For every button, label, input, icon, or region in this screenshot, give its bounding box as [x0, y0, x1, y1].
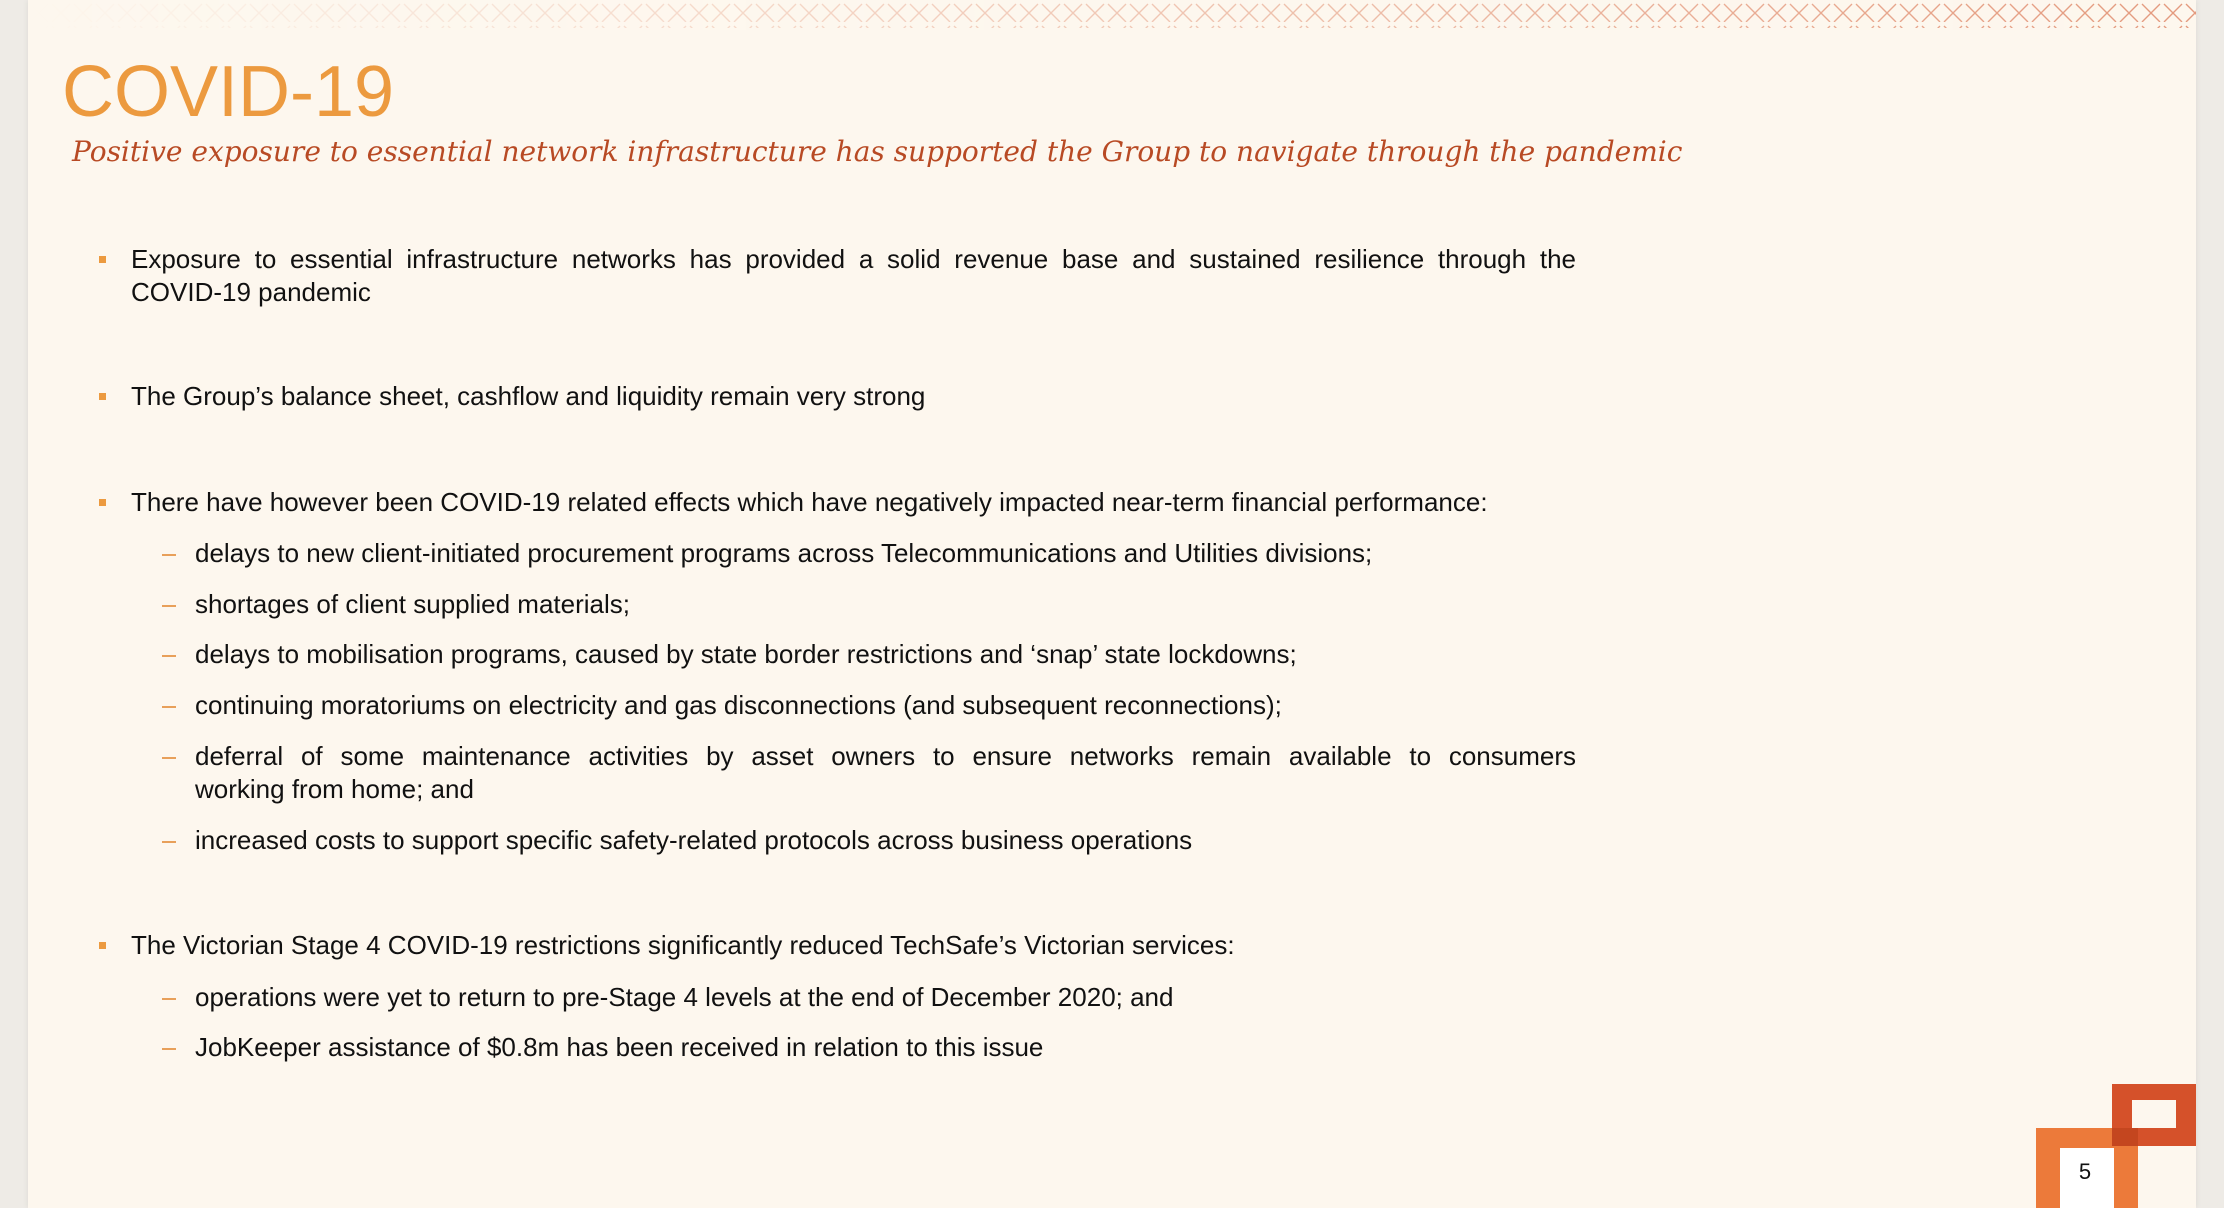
decorative-pattern-band: [28, 0, 2196, 30]
page-number: 5: [2078, 1159, 2092, 1184]
sub-bullet-dash: [162, 841, 176, 843]
sub-bullet-dash: [162, 757, 176, 759]
sub-bullet-text: delays to new client-initiated procurement programs across Telecommunications and Utilities divisions;: [195, 538, 1373, 568]
bullet-marker: [99, 499, 106, 506]
bullet-text: COVID-19 pandemic: [131, 277, 371, 307]
bullet-text: The Group’s balance sheet, cashflow and liquidity remain very strong: [131, 381, 926, 411]
bullet-marker: [99, 942, 106, 949]
sub-bullet-text: increased costs to support specific safety-related protocols across business operations: [195, 825, 1193, 855]
sub-bullet-dash: [162, 655, 176, 657]
slide-subtitle: Positive exposure to essential network infrastructure has supported the Group to navigate through the pandemic: [72, 135, 1683, 168]
sub-bullet-text: JobKeeper assistance of $0.8m has been received in relation to this issue: [195, 1032, 1044, 1062]
sub-bullet-text: shortages of client supplied materials;: [195, 589, 631, 619]
slide: [28, 0, 2196, 1208]
slide-title: COVID-19: [62, 52, 395, 132]
bullet-text: Exposure to essential infrastructure networks has provided a solid revenue base and sustained resilience through the: [131, 244, 1576, 274]
bullet-marker: [99, 393, 106, 400]
sub-bullet-text: working from home; and: [195, 774, 474, 804]
sub-bullet-text: deferral of some maintenance activities by asset owners to ensure networks remain available to consumers: [195, 741, 1576, 771]
bullet-text: The Victorian Stage 4 COVID-19 restrictions significantly reduced TechSafe’s Victorian services:: [131, 930, 1235, 960]
sub-bullet-dash: [162, 706, 176, 708]
sub-bullet-dash: [162, 605, 176, 607]
sub-bullet-text: continuing moratoriums on electricity and gas disconnections (and subsequent reconnections);: [195, 690, 1282, 720]
sub-bullet-text: delays to mobilisation programs, caused by state border restrictions and ‘snap’ state lockdowns;: [195, 639, 1297, 669]
bullet-marker: [99, 256, 106, 263]
sub-bullet-text: operations were yet to return to pre-Stage 4 levels at the end of December 2020; and: [195, 982, 1174, 1012]
bullet-text: There have however been COVID-19 related effects which have negatively impacted near-term financial performance:: [131, 487, 1488, 517]
sub-bullet-dash: [162, 554, 176, 556]
sub-bullet-dash: [162, 1048, 176, 1050]
sub-bullet-dash: [162, 998, 176, 1000]
